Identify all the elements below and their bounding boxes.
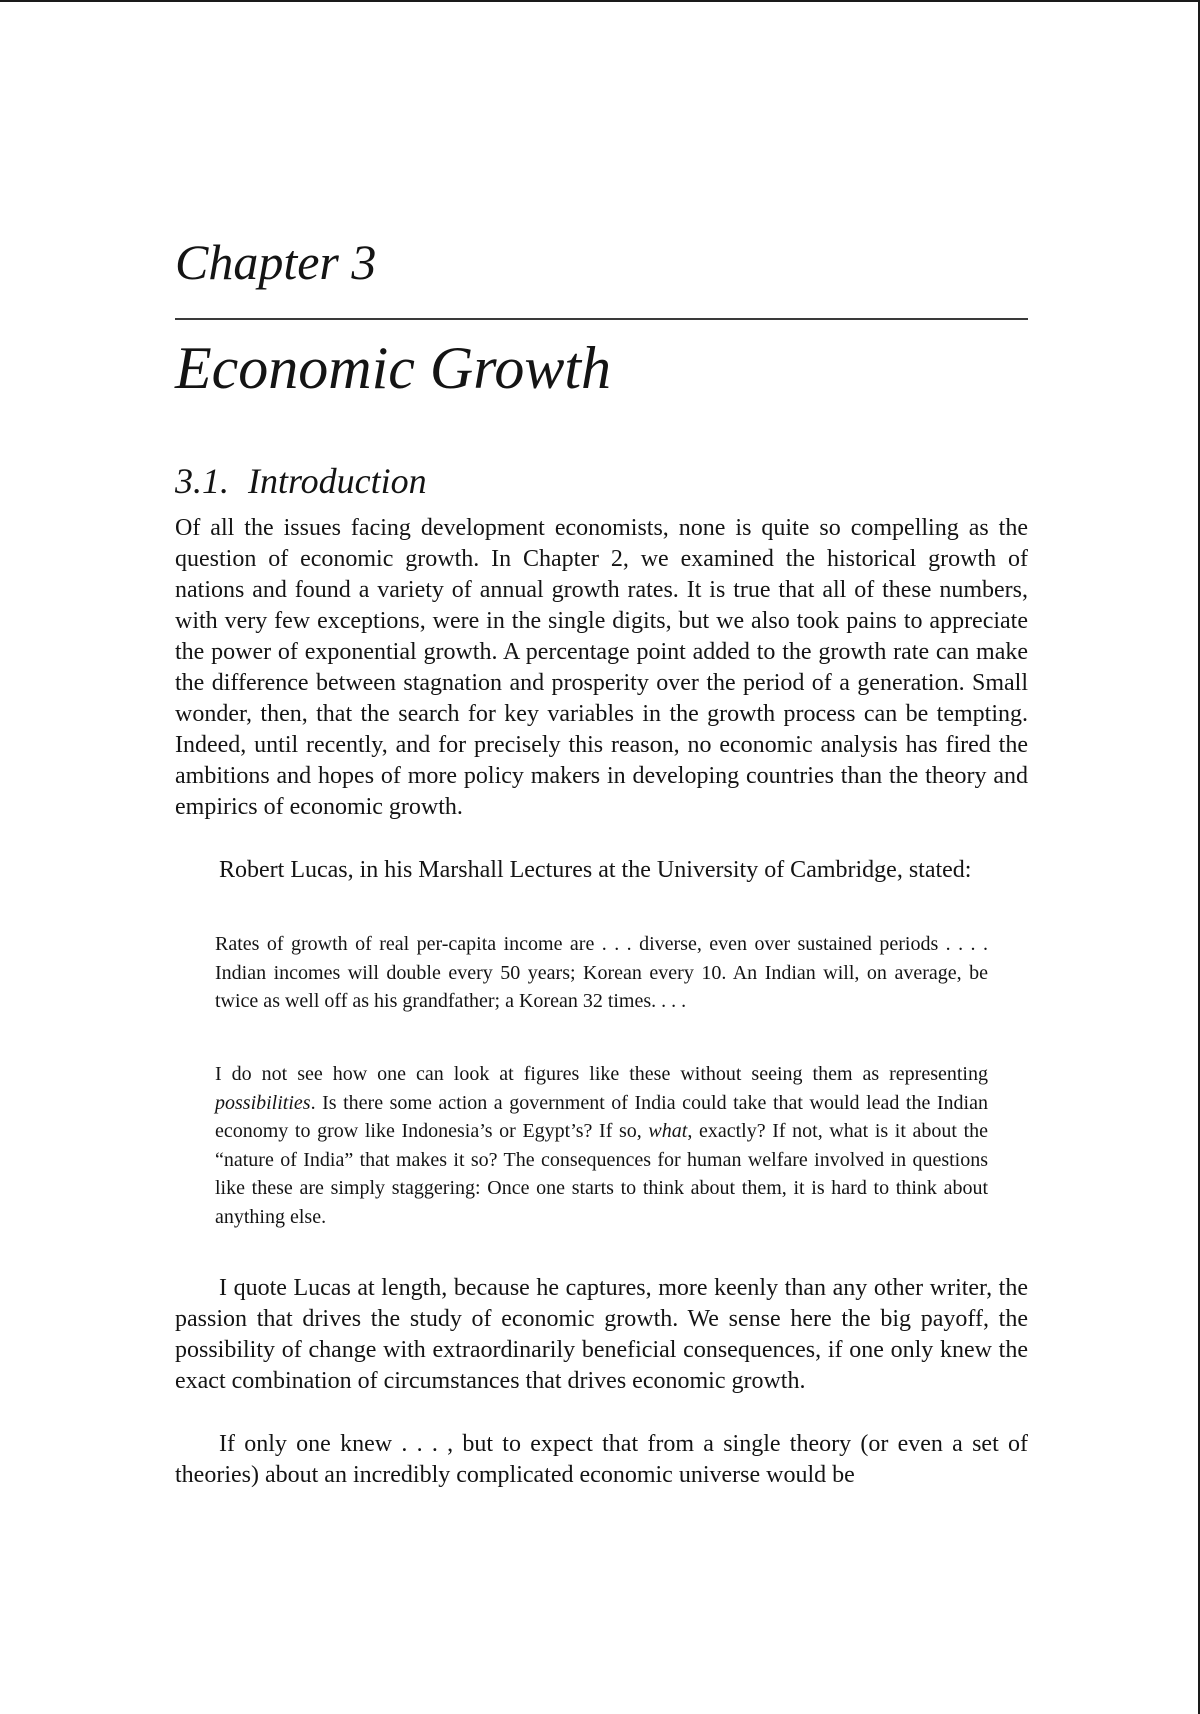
chapter-title: Economic Growth — [175, 335, 612, 401]
section-number: 3.1. — [175, 461, 229, 501]
paragraph-lucas-intro: Robert Lucas, in his Marshall Lectures at the University of Cambridge, stated: — [219, 857, 972, 883]
section-title: Introduction — [248, 461, 427, 501]
chapter-number: Chapter 3 — [175, 234, 377, 290]
chapter-rule — [175, 318, 1028, 320]
blockquote-paragraph-1: Rates of growth of real per-capita income are . . . diverse, even over sustained periods . . . . Indian incomes will double every 50 years; Korean every 10. An Indian will, on average, be twice as well off as his grandfather; a Korean 32 times. . . . — [215, 933, 988, 1013]
blockquote-paragraph-2 — [215, 1060, 988, 1232]
paragraph-quote-lucas: I quote Lucas at length, because he captures, more keenly than any other writer, the passion that drives the study of economic growth. We sense here the big payoff, the possibility of change with extraordinarily beneficial consequences, if one only knew the exact combination of circumstances that drives economic growth. — [175, 1275, 1028, 1394]
quote-text-c: , exactly? If not, what is it about the “nature of India” that makes it so? The consequences for human welfare involved in questions like these are simply staggering: Once one starts to think about them, it is hard to think about anything else. — [215, 1120, 989, 1228]
quote-emphasis-possibilities: possibilities — [215, 1091, 311, 1114]
paragraph-if-only: If only one knew . . . , but to expect that from a single theory (or even a set of theories) about an incredibly complicated economic universe would be — [175, 1431, 1028, 1488]
quote-text-b: . Is there some action a government of India could take that would lead the Indian economy to grow like Indonesia’s or Egypt’s? If so, — [215, 1091, 988, 1143]
paragraph-intro: Of all the issues facing development economists, none is quite so compelling as the question of economic growth. In Chapter 2, we examined the historical growth of nations and found a variety of annual growth rates. It is true that all of these numbers, with very few exceptions, were in the single digits, but we also took pains to appreciate the power of exponential growth. A percentage point added to the growth rate can make the difference between stagnation and prosperity over the period of a generation. Small wonder, then, that the search for key variables in the growth process can be tempting. Indeed, until recently, and for precisely this reason, no economic analysis has fired the ambitions and hopes of more policy makers in developing countries than the theory and empirics of economic growth. — [175, 515, 1028, 820]
quote-emphasis-what: what — [648, 1120, 688, 1143]
quote-text-a: I do not see how one can look at figures like these without seeing them as representing — [215, 1063, 988, 1085]
section-heading — [175, 458, 427, 504]
